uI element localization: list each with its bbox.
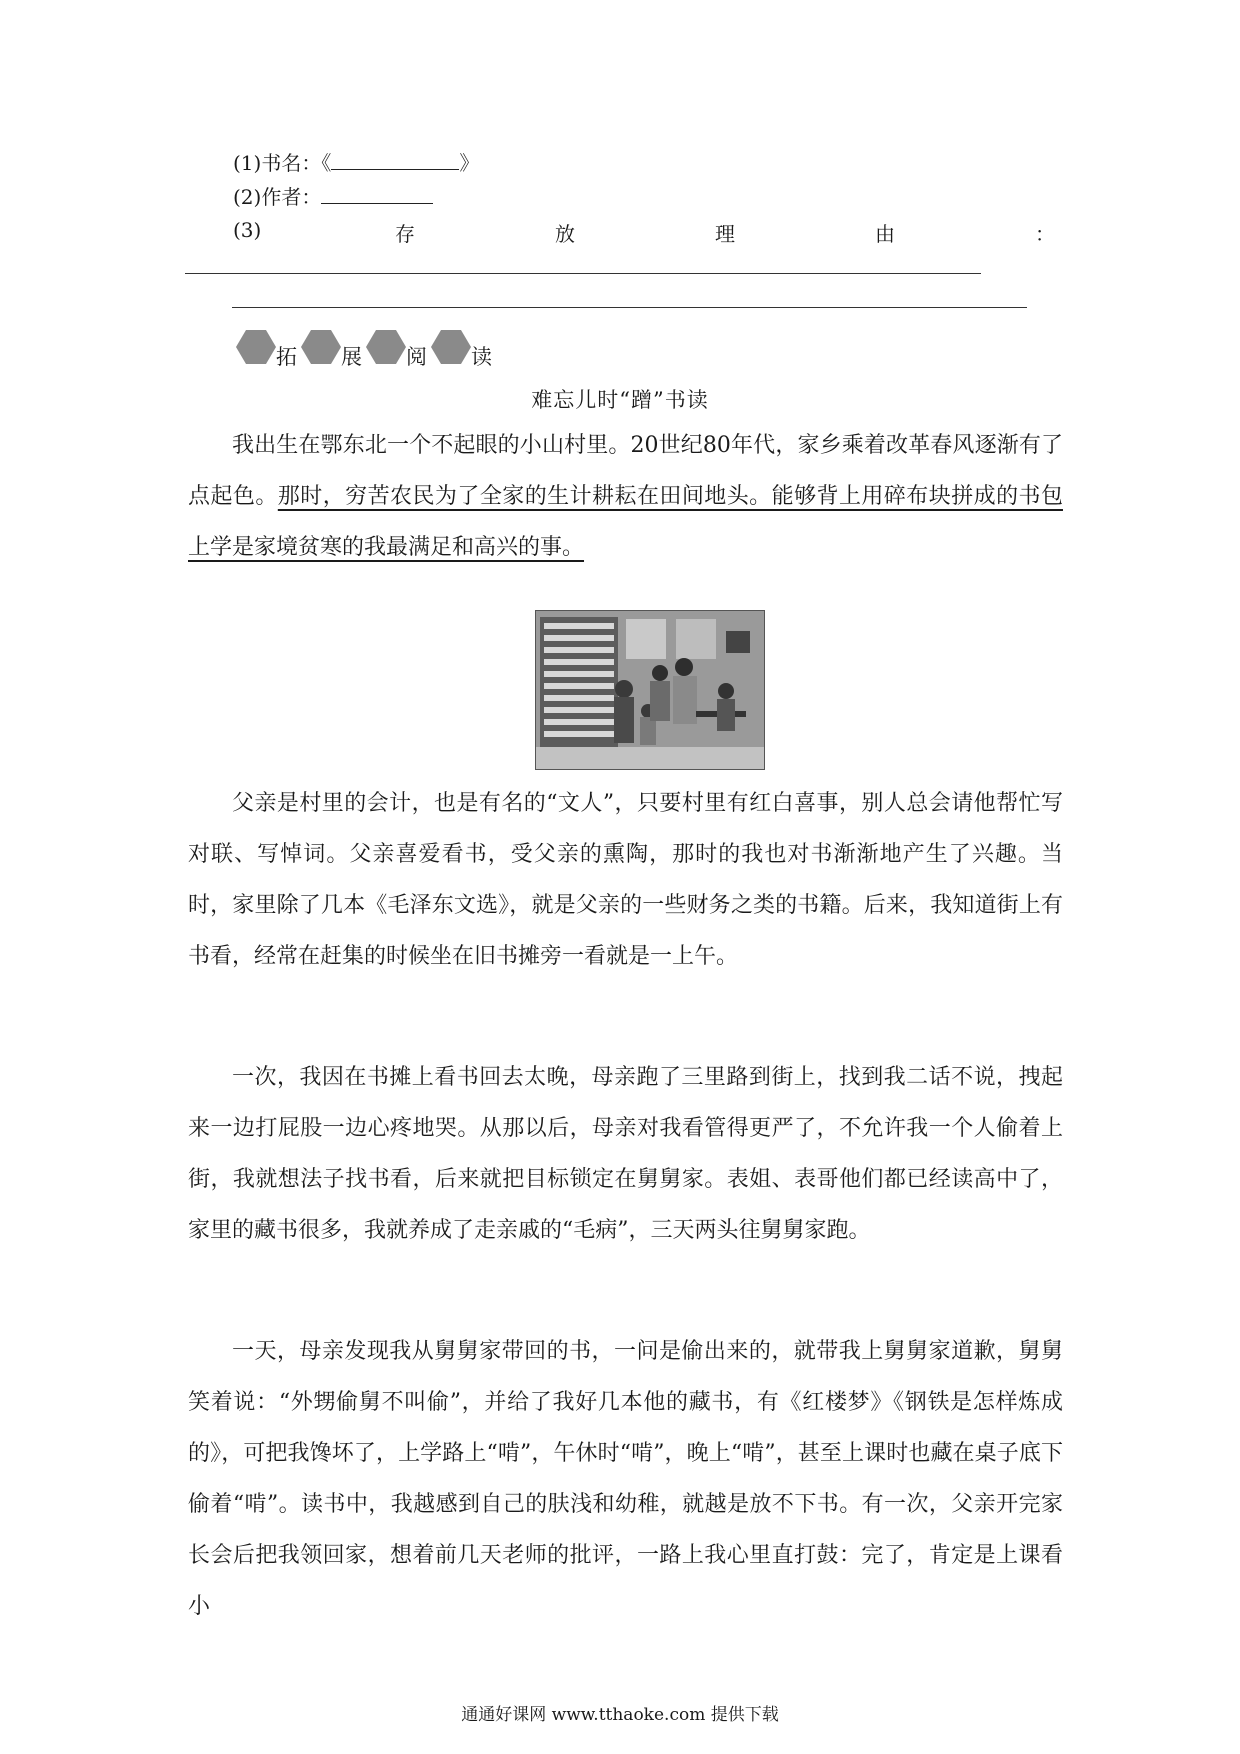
question-3-char: ： bbox=[1035, 222, 1055, 246]
article-paragraph-1 bbox=[188, 420, 1063, 573]
hexagon-icon bbox=[366, 330, 406, 364]
reason-answer-line-1[interactable] bbox=[185, 273, 981, 274]
question-3-char: 放 bbox=[555, 222, 575, 246]
paragraph-1-underlined-text: 那时，穷苦农民为了全家的生计耕耘在田间地头。能够背上用碎布块拼成的书包上学是家境贫寒的我最满足和高兴的事。 bbox=[188, 484, 1063, 560]
bookstall-photo bbox=[535, 610, 765, 770]
article-paragraph-4: 一天，母亲发现我从舅舅家带回的书，一问是偷出来的，就带我上舅舅家道歉，舅舅笑着说：“外甥偷舅不叫偷”，并给了我好几本他的藏书，有《红楼梦》《钢铁是怎样炼成的》，可把我馋坏了，上学路上“啃”，午休时“啃”，晚上“啃”，甚至上课时也藏在桌子底下偷着“啃”。读书中，我越感到自己的肤浅和幼稚，就越是放不下书。有一次，父亲开完家长会后把我领回家，想着前几天老师的批评，一路上我心里直打鼓：完了，肯定是上课看小 bbox=[188, 1339, 1063, 1619]
author-blank[interactable] bbox=[321, 185, 433, 204]
question-3-number: (3) bbox=[233, 218, 262, 242]
question-3-char: 存 bbox=[395, 222, 415, 246]
book-name-blank[interactable] bbox=[331, 151, 459, 170]
hexagon-icon bbox=[236, 330, 276, 364]
question-3-char: 由 bbox=[875, 222, 895, 246]
question-2-author bbox=[233, 184, 433, 210]
section-heading-char: 拓 bbox=[276, 345, 297, 369]
question-2-label: (2)作者： bbox=[233, 185, 322, 209]
paragraph-1-text: 我出生在鄂东北一个不起眼的小山村里。20世纪80年代，家乡乘着改革春风逐渐有了点起色。 bbox=[188, 433, 1063, 509]
hexagon-icon bbox=[431, 330, 471, 364]
section-heading-char: 读 bbox=[471, 345, 492, 369]
question-1-book-name bbox=[233, 150, 479, 176]
article-title: 难忘儿时“蹭”书读 bbox=[531, 388, 709, 412]
section-heading-char: 展 bbox=[341, 345, 362, 369]
footer-source: 通通好课网 www.tthaoke.com 提供下载 bbox=[461, 1705, 779, 1725]
article-paragraph-2: 父亲是村里的会计，也是有名的“文人”，只要村里有红白喜事，别人总会请他帮忙写对联、写悼词。父亲喜爱看书，受父亲的熏陶，那时的我也对书渐渐地产生了兴趣。当时，家里除了几本《毛泽东文选》，就是父亲的一些财务之类的书籍。后来，我知道街上有书看，经常在赶集的时候坐在旧书摊旁一看就是一上午。 bbox=[188, 791, 1063, 969]
reason-answer-line-2[interactable] bbox=[232, 307, 1027, 308]
section-heading-char: 阅 bbox=[406, 345, 427, 369]
question-3-reason bbox=[233, 218, 1053, 248]
question-1-label: (1)书名：《 bbox=[233, 151, 332, 175]
question-1-close: 》 bbox=[459, 151, 480, 175]
hexagon-icon bbox=[301, 330, 341, 364]
article-paragraph-3: 一次，我因在书摊上看书回去太晚，母亲跑了三里路到街上，找到我二话不说，拽起来一边打屁股一边心疼地哭。从那以后，母亲对我看管得更严了，不允许我一个人偷着上街，我就想法子找书看，后来就把目标锁定在舅舅家。表姐、表哥他们都已经读高中了，家里的藏书很多，我就养成了走亲戚的“毛病”，三天两头往舅舅家跑。 bbox=[188, 1065, 1063, 1243]
question-3-char: 理 bbox=[715, 222, 735, 246]
